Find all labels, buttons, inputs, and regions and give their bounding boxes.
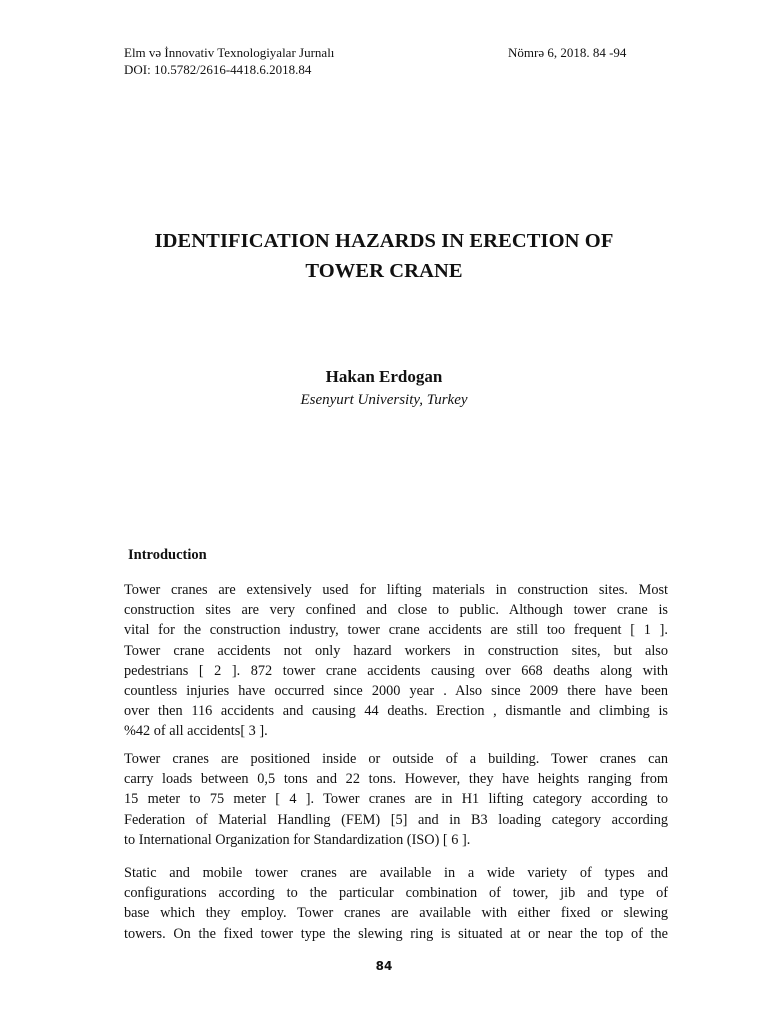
- text-line: countless injuries have occurred since 2000 year . Also since 2009 there have been: [124, 683, 668, 700]
- text-line: Tower cranes are extensively used for lifting materials in construction sites. Most: [124, 582, 668, 598]
- issue-info: Nömrə 6, 2018. 84 -94: [508, 45, 627, 60]
- paper-title: [104, 226, 664, 286]
- page-header-left: [124, 44, 334, 78]
- author-affiliation: Esenyurt University, Turkey: [300, 392, 468, 408]
- text-line: Tower cranes are positioned inside or outside of a building. Tower cranes can: [124, 751, 668, 767]
- text-line: towers. On the fixed tower type the slewing ring is situated at or near the top of the: [124, 925, 668, 942]
- text-line: 15 meter to 75 meter [ 4 ]. Tower cranes are in H1 lifting category according to: [124, 791, 668, 808]
- section-heading-introduction: Introduction: [128, 547, 207, 563]
- page-number: 84: [375, 959, 393, 973]
- paragraph-1: [124, 580, 668, 742]
- text-line: carry loads between 0,5 tons and 22 tons. However, they have heights ranging from: [124, 771, 668, 788]
- title-line: TOWER CRANE: [305, 260, 463, 282]
- text-line: Tower crane accidents not only hazard workers in construction sites, but also: [124, 642, 668, 659]
- author-name: Hakan Erdogan: [325, 367, 443, 386]
- text-line: configurations according to the particular combination of tower, jib and type of: [124, 885, 668, 902]
- text-line: to International Organization for Standardization (ISO) [ 6 ].: [124, 831, 471, 848]
- text-line: vital for the construction industry, tower crane accidents are still too frequent [ 1 ].: [124, 622, 668, 639]
- title-line: IDENTIFICATION HAZARDS IN ERECTION OF: [154, 230, 614, 252]
- text-line: pedestrians [ 2 ]. 872 tower crane accidents causing over 668 deaths along with: [124, 662, 668, 679]
- text-line: Federation of Material Handling (FEM) [5] and in B3 loading category according: [124, 811, 668, 828]
- journal-name: Elm və İnnovativ Texnologiyalar Jurnalı: [124, 45, 335, 60]
- doi-text: DOI: 10.5782/2616-4418.6.2018.84: [124, 62, 312, 77]
- text-line: %42 of all accidents[ 3 ].: [124, 723, 268, 740]
- text-line: construction sites are very confined and close to public. Although tower crane is: [124, 602, 668, 619]
- text-line: over then 116 accidents and causing 44 deaths. Erection , dismantle and climbing is: [124, 703, 668, 720]
- paragraph-3: [124, 863, 668, 944]
- text-line: Static and mobile tower cranes are available in a wide variety of types and: [124, 865, 668, 881]
- text-line: base which they employ. Tower cranes are available with either fixed or slewing: [124, 905, 668, 922]
- paragraph-2: [124, 749, 668, 850]
